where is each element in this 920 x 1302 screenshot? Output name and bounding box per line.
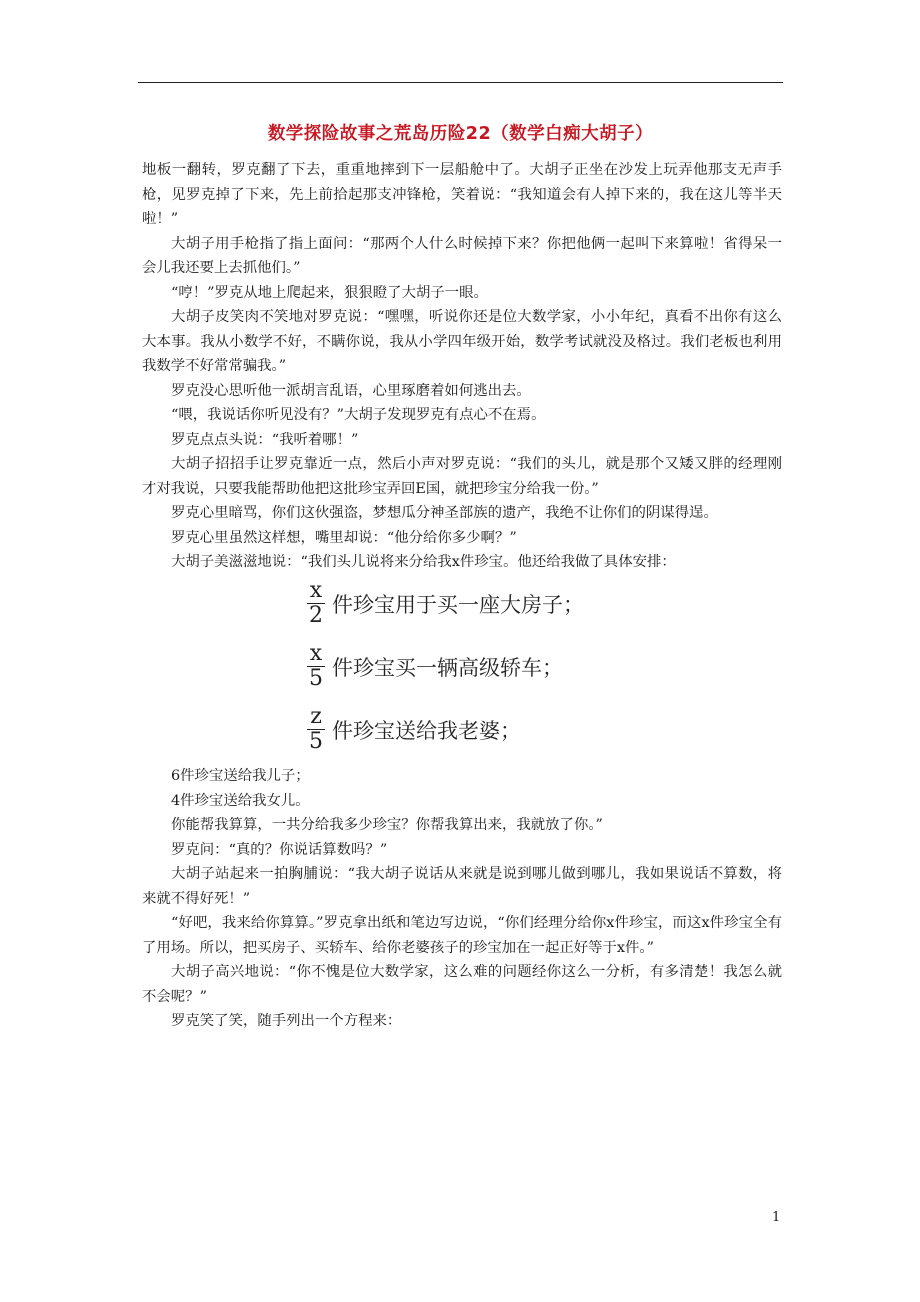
paragraph: 6件珍宝送给我儿子； <box>171 768 310 784</box>
paragraph: 大胡子招招手让罗克靠近一点，然后小声对罗克说：“我们的头儿，就是那个又矮又胖的经理刚才对我说，只要我能帮助他把这批珍宝弄回E国，就把珍宝分给我一份。” <box>142 456 782 497</box>
paragraph: 大胡子站起来一拍胸脯说：“我大胡子说话从来就是说到哪儿做到哪儿，我如果说话不算数，将来就不得好死！” <box>142 866 782 907</box>
fraction-item <box>306 635 584 698</box>
paragraph: 4件珍宝送给我女儿。 <box>171 792 310 809</box>
fraction <box>306 642 326 691</box>
fraction <box>306 579 326 628</box>
story-body-continued <box>142 764 782 1034</box>
fraction-text: 件珍宝送给我老婆； <box>332 718 521 743</box>
page-number: 1 <box>772 1210 781 1225</box>
fraction-denominator: 5 <box>309 729 323 754</box>
fraction-denominator: 2 <box>309 603 323 628</box>
paragraph: 地板一翻转，罗克翻了下去，重重地摔到下一层船舱中了。大胡子正坐在沙发上玩弄他那支无声手枪，见罗克掉了下来，先上前拾起那支冲锋枪，笑着说：“我知道会有人掉下来的，我在这儿等半天啦！” <box>142 162 782 227</box>
fraction-denominator: 5 <box>309 666 323 691</box>
paragraph: 罗克没心思听他一派胡言乱语，心里琢磨着如何逃出去。 <box>171 382 531 399</box>
fraction-numerator: z <box>307 705 325 730</box>
fraction-text: 件珍宝买一辆高级轿车； <box>332 655 563 680</box>
paragraph: “喂，我说话你听见没有？”大胡子发现罗克有点心不在焉。 <box>171 407 546 423</box>
paragraph: 罗克点点头说：“我听着哪！” <box>171 431 359 448</box>
paragraph: 罗克笑了笑，随手列出一个方程来： <box>171 1013 402 1029</box>
paragraph: “哼！”罗克从地上爬起来，狠狠瞪了大胡子一眼。 <box>171 284 488 301</box>
page-title: 数学探险故事之荒岛历险22（数学白痴大胡子） <box>267 124 654 144</box>
fraction <box>306 705 326 754</box>
paragraph: “好吧，我来给你算算。”罗克拿出纸和笔边写边说，“你们经理分给你x件珍宝，而这x件珍宝全有了用场。所以，把买房子、买轿车、给你老婆孩子的珍宝加在一起正好等于x件。” <box>142 915 782 956</box>
paragraph: 罗克心里虽然这样想，嘴里却说：“他分给你多少啊？” <box>171 529 517 546</box>
fraction-list <box>306 572 584 761</box>
fraction-numerator: x <box>307 642 325 667</box>
fraction-item <box>306 698 584 761</box>
fraction-item <box>306 572 584 635</box>
paragraph: 罗克问：“真的？你说话算数吗？” <box>171 841 388 858</box>
paragraph: 你能帮我算算，一共分给我多少珍宝？你帮我算出来，我就放了你。” <box>171 817 603 833</box>
header-rule <box>138 82 783 83</box>
paragraph: 大胡子用手枪指了指上面问：“那两个人什么时候掉下来？你把他俩一起叫下来算啦！省得呆一会儿我还要上去抓他们。” <box>142 235 782 276</box>
paragraph: 大胡子美滋滋地说：“我们头儿说将来分给我x件珍宝。他还给我做了具体安排： <box>171 554 676 570</box>
paragraph: 大胡子皮笑肉不笑地对罗克说：“嘿嘿，听说你还是位大数学家，小小年纪，真看不出你有这么大本事。我从小数学不好，不瞒你说，我从小学四年级开始，数学考试就没及格过。我们老板也利用我数学不好常常骗我。” <box>142 309 782 374</box>
fraction-numerator: x <box>307 579 325 604</box>
paragraph: 罗克心里暗骂，你们这伙强盗，梦想瓜分神圣部族的遗产，我绝不让你们的阴谋得逞。 <box>171 505 718 521</box>
fraction-text: 件珍宝用于买一座大房子； <box>332 592 584 617</box>
paragraph: 大胡子高兴地说：“你不愧是位大数学家，这么难的问题经你这么一分析，有多清楚！我怎么就不会呢？” <box>142 964 782 1005</box>
story-body <box>142 158 782 575</box>
